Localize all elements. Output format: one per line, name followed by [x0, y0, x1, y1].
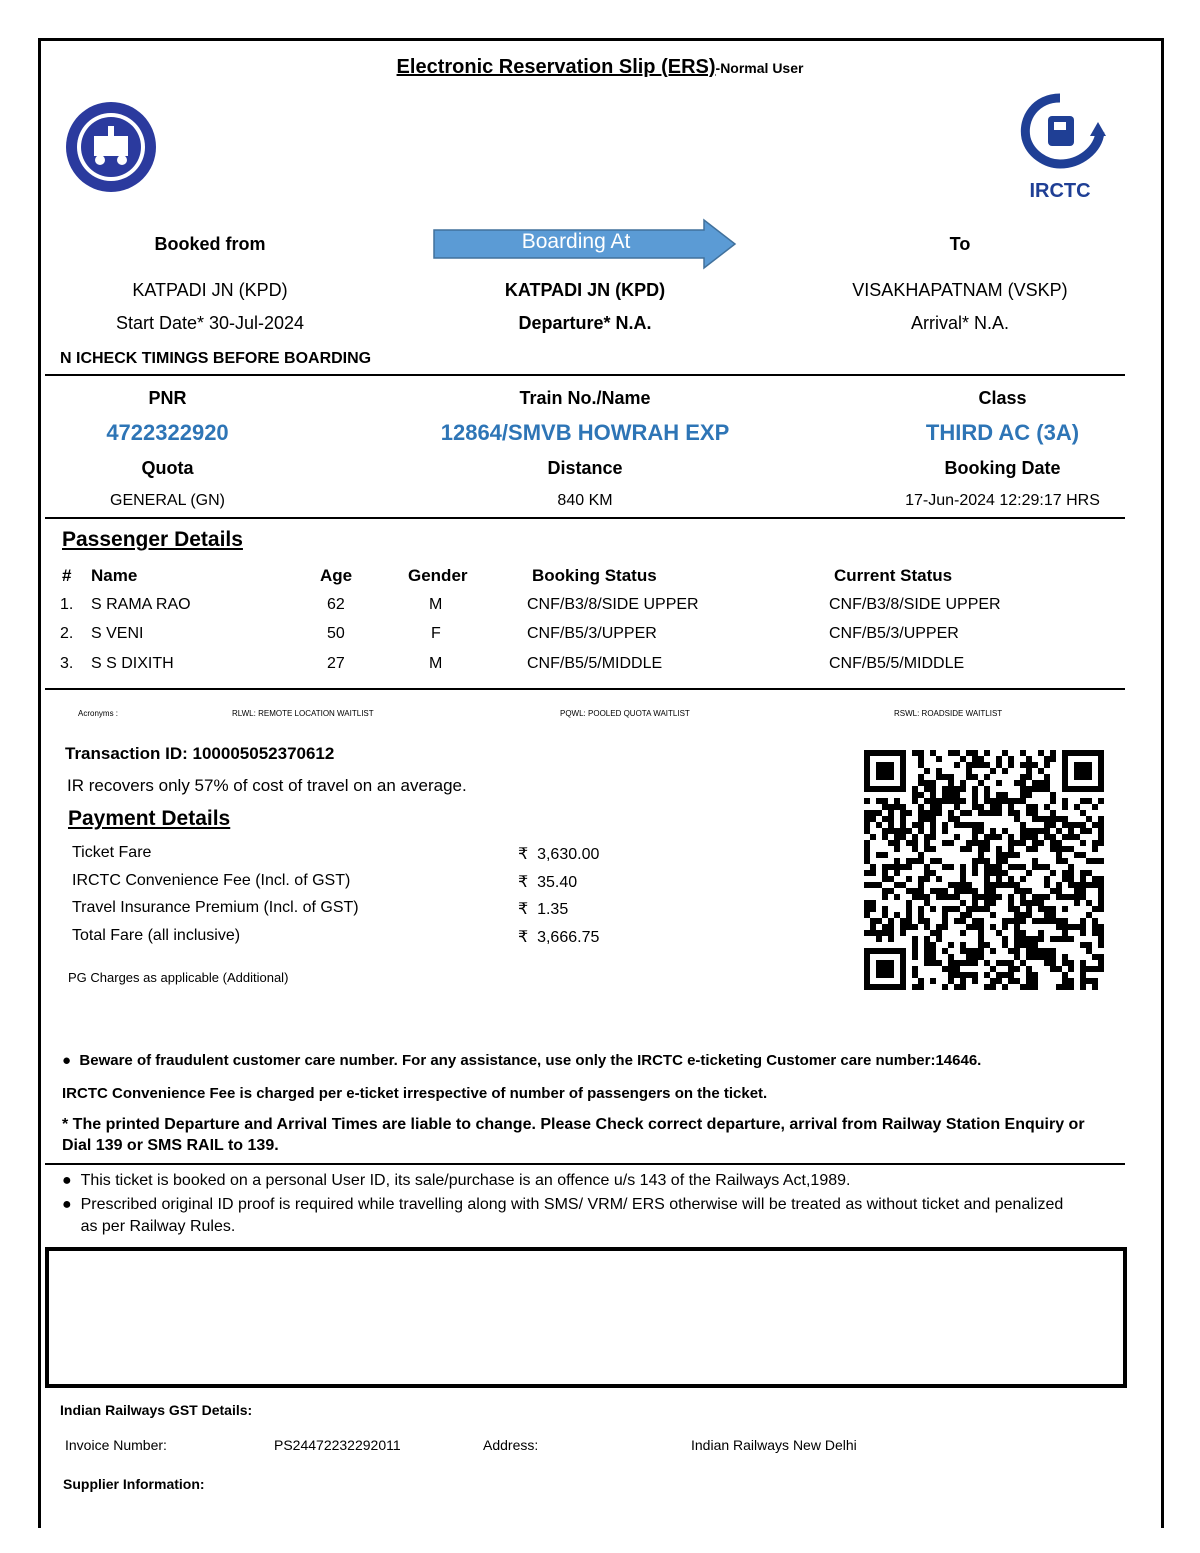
qr-code-icon — [864, 750, 1104, 990]
page-frame-left — [38, 38, 41, 1528]
ticket-fare-label: Ticket Fare — [72, 844, 152, 861]
total-fare-label: Total Fare (all inclusive) — [72, 927, 241, 944]
passenger-row-1-number: 1. — [60, 596, 74, 613]
distance-label: Distance — [547, 458, 623, 478]
convenience-fee-value: ₹ 35.40 — [518, 874, 578, 891]
pg-charges-note: PG Charges as applicable (Additional) — [68, 970, 289, 985]
booked-from-label: Booked from — [154, 234, 266, 254]
invoice-number-label: Invoice Number: — [65, 1437, 167, 1453]
bullet-icon: ● — [62, 1052, 72, 1069]
ers-title: Electronic Reservation Slip (ERS) — [396, 56, 716, 78]
passenger-row-2-gender: F — [431, 625, 441, 642]
ticket-fare-value: ₹ 3,630.00 — [518, 846, 600, 863]
insurance-premium-label: Travel Insurance Premium (Incl. of GST) — [72, 899, 359, 916]
divider — [45, 517, 1125, 519]
insurance-premium-value: ₹ 1.35 — [518, 901, 569, 918]
col-header-current-status: Current Status — [834, 566, 953, 585]
payment-details-title: Payment Details — [68, 807, 231, 830]
passenger-row-3-number: 3. — [60, 655, 74, 672]
address-label: Address: — [483, 1437, 539, 1453]
passenger-row-3-name: S S DIXITH — [91, 655, 174, 672]
rupee-icon: ₹ — [518, 846, 529, 863]
quota-value: GENERAL (GN) — [110, 492, 225, 509]
divider — [45, 374, 1125, 376]
page-frame-right — [1161, 38, 1164, 1528]
booking-date-label: Booking Date — [944, 458, 1061, 478]
acronym-rswl: RSWL: ROADSIDE WAITLIST — [894, 709, 1003, 718]
departure-time: Departure* N.A. — [518, 313, 652, 333]
divider — [45, 1163, 1125, 1165]
passenger-row-3-current-status: CNF/B5/5/MIDDLE — [829, 655, 965, 672]
advertisement-box — [45, 1247, 1127, 1388]
passenger-row-2-booking-status: CNF/B5/3/UPPER — [527, 625, 657, 642]
train-name: 12864/SMVB HOWRAH EXP — [440, 420, 730, 445]
col-header-name: Name — [91, 566, 138, 585]
acronyms-label: Acronyms : — [78, 709, 119, 718]
from-station: KATPADI JN (KPD) — [132, 280, 288, 300]
passenger-row-3-gender: M — [429, 655, 443, 672]
col-header-age: Age — [320, 566, 353, 585]
col-header-number: # — [62, 566, 72, 585]
rupee-icon: ₹ — [518, 901, 529, 918]
boarding-at-label: Boarding At — [521, 230, 631, 253]
rupee-icon: ₹ — [518, 874, 529, 891]
passenger-row-2-name: S VENI — [91, 625, 144, 642]
bullet-icon: ● — [62, 1172, 72, 1189]
passenger-row-1-booking-status: CNF/B3/8/SIDE UPPER — [527, 596, 699, 613]
divider — [45, 688, 1125, 690]
passenger-row-2-number: 2. — [60, 625, 74, 642]
passenger-details-title: Passenger Details — [62, 528, 243, 551]
irctc-logo-icon — [1010, 92, 1110, 174]
to-label: To — [949, 234, 971, 254]
personal-id-note: ● This ticket is booked on a personal User ID, its sale/purchase is an offence u/s 143 of the Railways Act,1989. — [62, 1172, 851, 1189]
to-station: VISAKHAPATNAM (VSKP) — [852, 280, 1068, 300]
train-label: Train No./Name — [519, 388, 651, 408]
col-header-booking-status: Booking Status — [532, 566, 657, 585]
id-proof-note: ● Prescribed original ID proof is required while travelling along with SMS/ VRM/ ERS otherwise will be treated as without ticket and penalized as per Railway Rules. — [62, 1194, 1102, 1238]
passenger-row-1-current-status: CNF/B3/8/SIDE UPPER — [829, 596, 1001, 613]
indian-railways-logo-icon — [64, 100, 158, 194]
start-date: Start Date* 30-Jul-2024 — [115, 313, 305, 333]
passenger-row-1-name: S RAMA RAO — [91, 596, 191, 613]
boarding-station: KATPADI JN (KPD) — [504, 280, 666, 300]
quota-label: Quota — [141, 458, 194, 478]
convenience-fee-note: IRCTC Convenience Fee is charged per e-ticket irrespective of number of passengers on the ticket. — [62, 1085, 768, 1102]
arrival-time: Arrival* N.A. — [910, 313, 1009, 333]
passenger-row-1-gender: M — [429, 596, 443, 613]
convenience-fee-label: IRCTC Convenience Fee (Incl. of GST) — [72, 872, 351, 889]
total-fare-value: ₹ 3,666.75 — [518, 929, 600, 946]
travel-class: THIRD AC (3A) — [925, 420, 1080, 445]
passenger-row-3-booking-status: CNF/B5/5/MIDDLE — [527, 655, 663, 672]
passenger-row-3-age: 27 — [327, 655, 345, 672]
rupee-icon: ₹ — [518, 929, 529, 946]
class-label: Class — [978, 388, 1027, 408]
booking-date-value: 17-Jun-2024 12:29:17 HRS — [905, 492, 1100, 509]
pnr-label: PNR — [148, 388, 187, 408]
distance-value: 840 KM — [557, 492, 613, 509]
acronym-pqwl: PQWL: POOLED QUOTA WAITLIST — [560, 709, 690, 718]
page-frame-top — [38, 38, 1164, 41]
gst-details-title: Indian Railways GST Details: — [60, 1402, 253, 1418]
address-value: Indian Railways New Delhi — [691, 1437, 857, 1453]
supplier-info-title: Supplier Information: — [63, 1476, 205, 1492]
col-header-gender: Gender — [408, 566, 468, 585]
recovery-note: IR recovers only 57% of cost of travel on an average. — [67, 776, 467, 795]
pnr-number: 4722322920 — [106, 420, 229, 445]
irctc-logo-text: IRCTC — [1029, 180, 1091, 202]
bullet-icon: ● — [62, 1196, 72, 1213]
passenger-row-2-current-status: CNF/B5/3/UPPER — [829, 625, 959, 642]
transaction-id: Transaction ID: 100005052370612 — [65, 744, 335, 763]
ers-subtitle: -Normal User — [715, 60, 804, 76]
acronym-rlwl: RLWL: REMOTE LOCATION WAITLIST — [232, 709, 374, 718]
invoice-number-value: PS24472232292011 — [274, 1437, 401, 1453]
check-timings-note: N ICHECK TIMINGS BEFORE BOARDING — [60, 350, 372, 367]
beware-note: ● Beware of fraudulent customer care number. For any assistance, use only the IRCTC e-ticketing Customer care number:14646. — [62, 1052, 982, 1069]
passenger-row-1-age: 62 — [327, 596, 345, 613]
printed-times-note: * The printed Departure and Arrival Times are liable to change. Please Check correct departure, arrival from Railway Station Enquiry or Dial 139 or SMS RAIL to 139. — [62, 1116, 1085, 1154]
document-title — [0, 56, 1200, 79]
passenger-row-2-age: 50 — [327, 625, 345, 642]
